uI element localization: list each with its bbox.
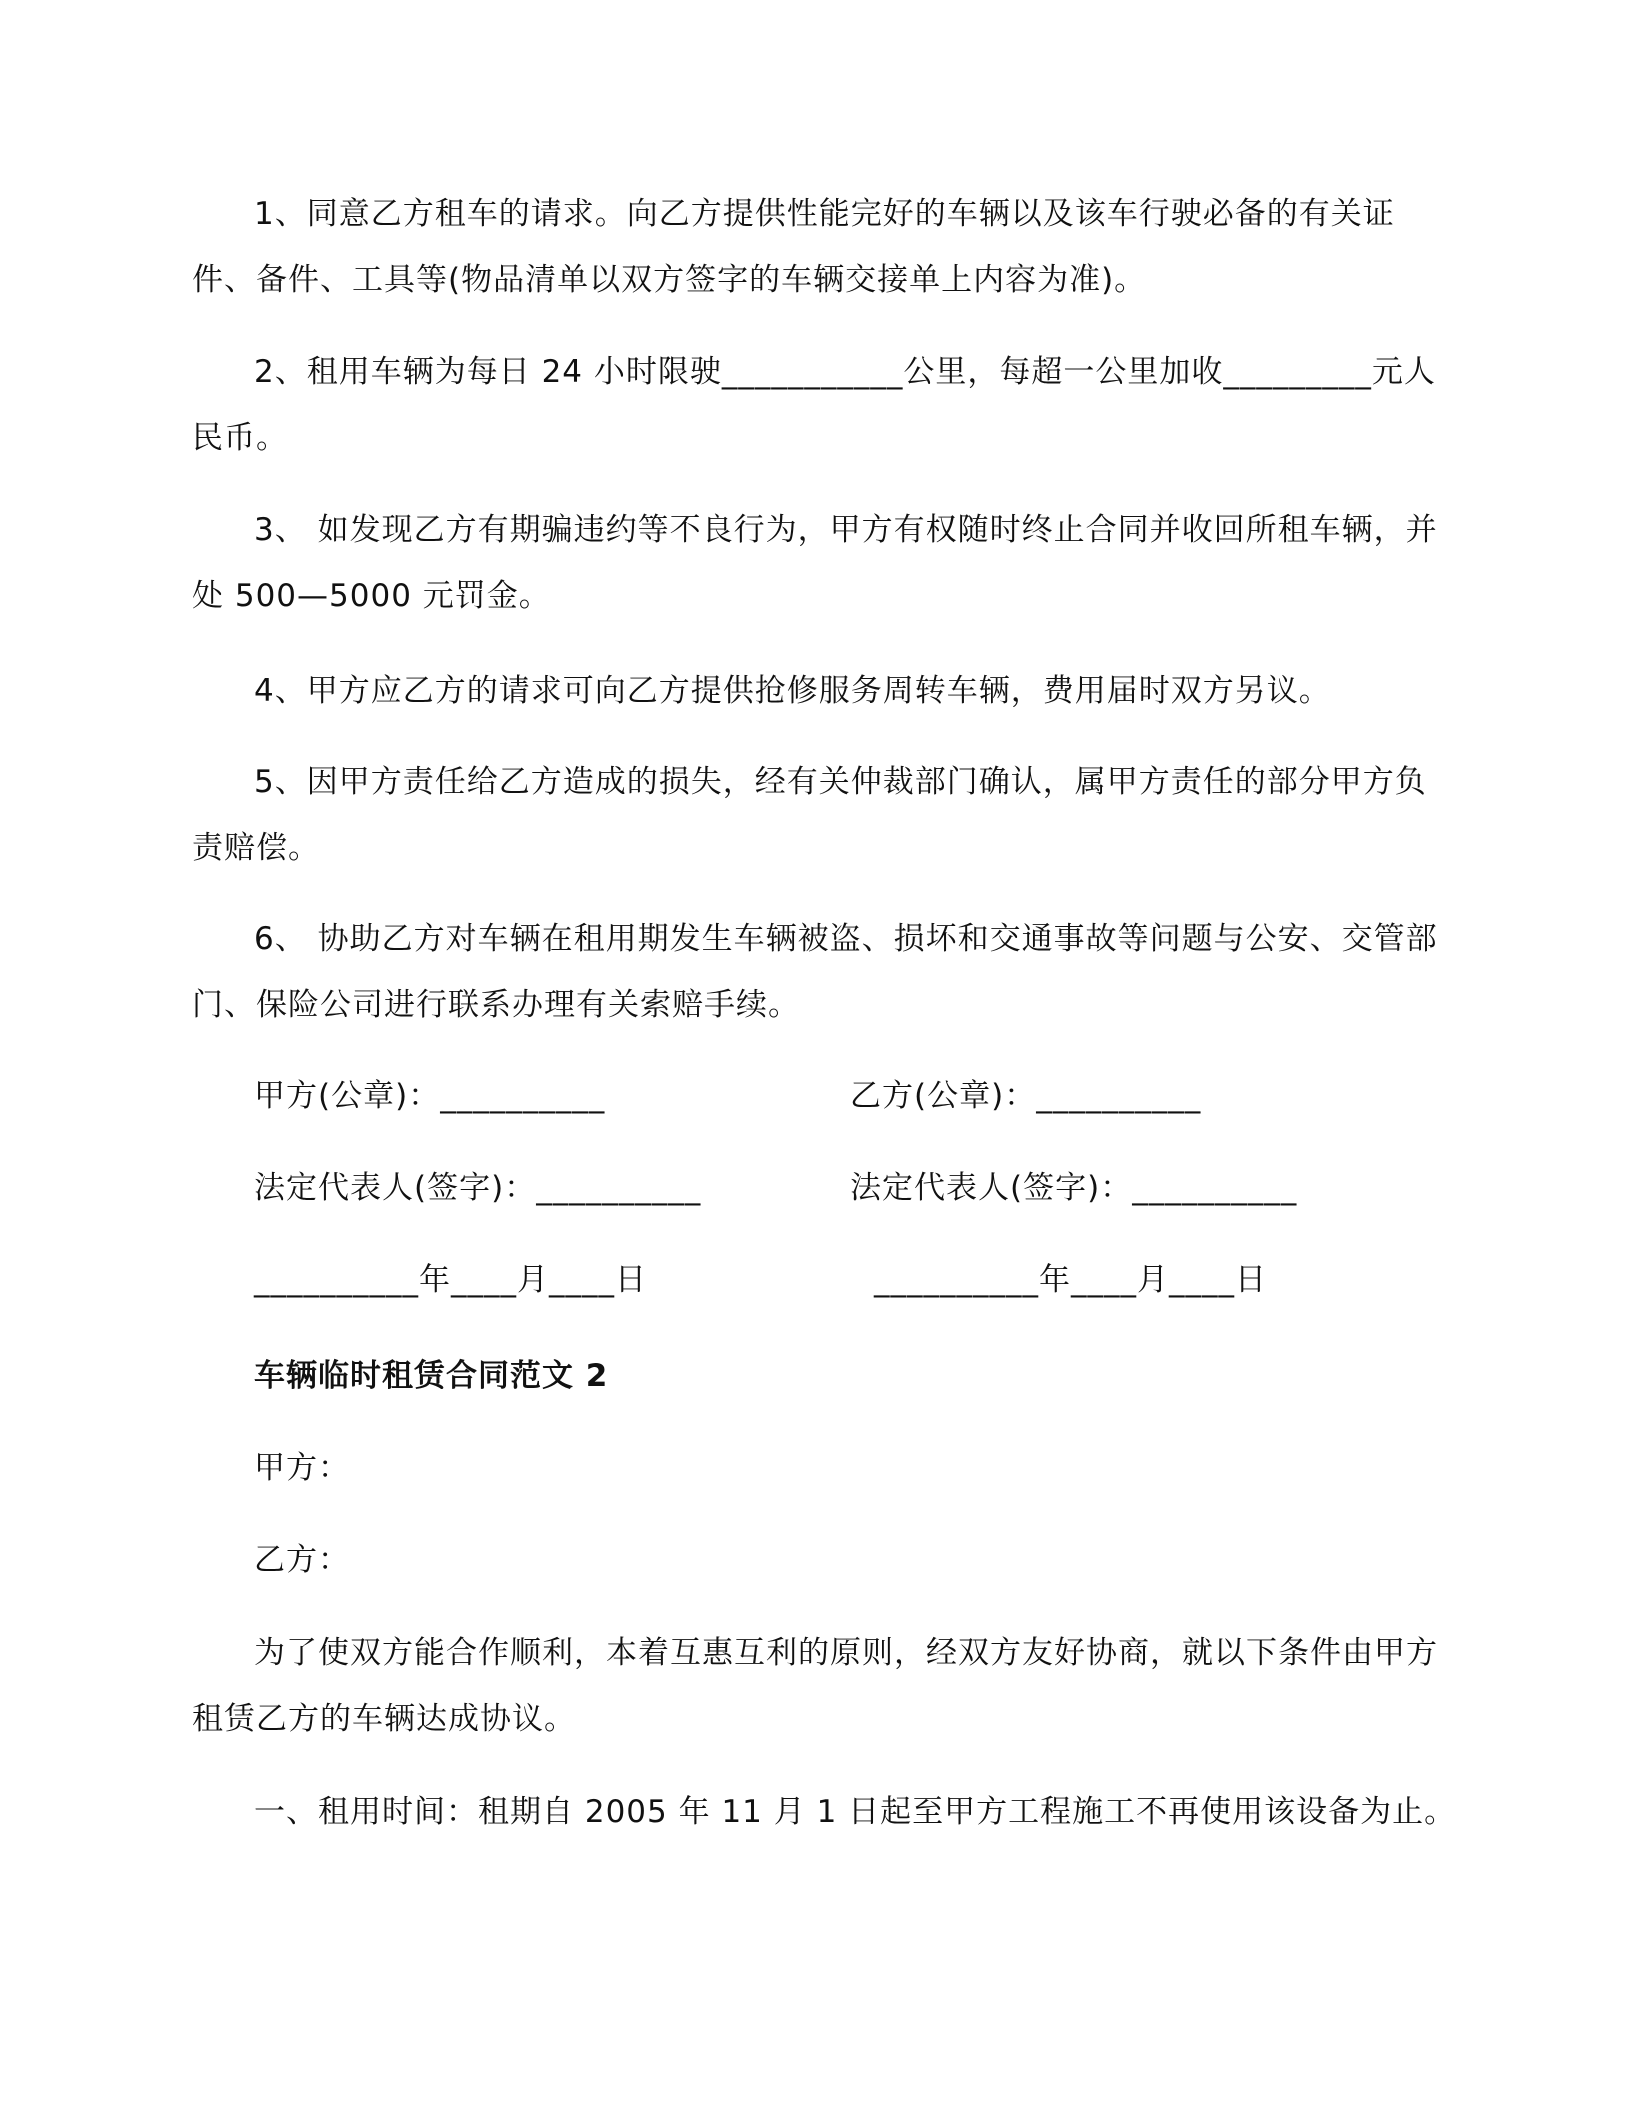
clause-3: 3、 如发现乙方有期骗违约等不良行为，甲方有权随时终止合同并收回所租车辆，并处 500—5000 元罚金。 — [192, 512, 1438, 614]
clause-2: 2、租用车辆为每日 24 小时限驶___________公里，每超一公里加收_________元人民币。 — [192, 354, 1436, 456]
party-a-seal-field: 甲方(公章)：__________ — [254, 1078, 606, 1114]
party-b-date-field: __________年____月____日 — [874, 1262, 1267, 1298]
section-2-title: 车辆临时租赁合同范文 2 — [254, 1358, 609, 1394]
party-b-seal-field: 乙方(公章)：__________ — [850, 1078, 1202, 1114]
section-2-intro: 为了使双方能合作顺利，本着互惠互利的原则，经双方友好协商，就以下条件由甲方租赁乙方的车辆达成协议。 — [192, 1635, 1438, 1737]
party-a-date-field: __________年____月____日 — [254, 1262, 647, 1298]
party-b-representative-field: 法定代表人(签字)：__________ — [850, 1170, 1298, 1206]
clause-1: 1、同意乙方租车的请求。向乙方提供性能完好的车辆以及该车行驶必备的有关证件、备件、工具等(物品清单以双方签字的车辆交接单上内容为准)。 — [192, 196, 1395, 298]
section-2-rental-term: 一、租用时间：租期自 2005 年 11 月 1 日起至甲方工程施工不再使用该设备为止。 — [254, 1794, 1457, 1830]
clause-4: 4、甲方应乙方的请求可向乙方提供抢修服务周转车辆，费用届时双方另议。 — [254, 673, 1331, 709]
section-2-party-a: 甲方： — [254, 1450, 350, 1486]
party-a-representative-field: 法定代表人(签字)：__________ — [254, 1170, 702, 1206]
section-2-party-b: 乙方： — [254, 1542, 350, 1578]
clause-6: 6、 协助乙方对车辆在租用期发生车辆被盗、损坏和交通事故等问题与公安、交管部门、保险公司进行联系办理有关索赔手续。 — [192, 921, 1438, 1023]
clause-5: 5、因甲方责任给乙方造成的损失，经有关仲裁部门确认，属甲方责任的部分甲方负责赔偿。 — [192, 764, 1427, 866]
